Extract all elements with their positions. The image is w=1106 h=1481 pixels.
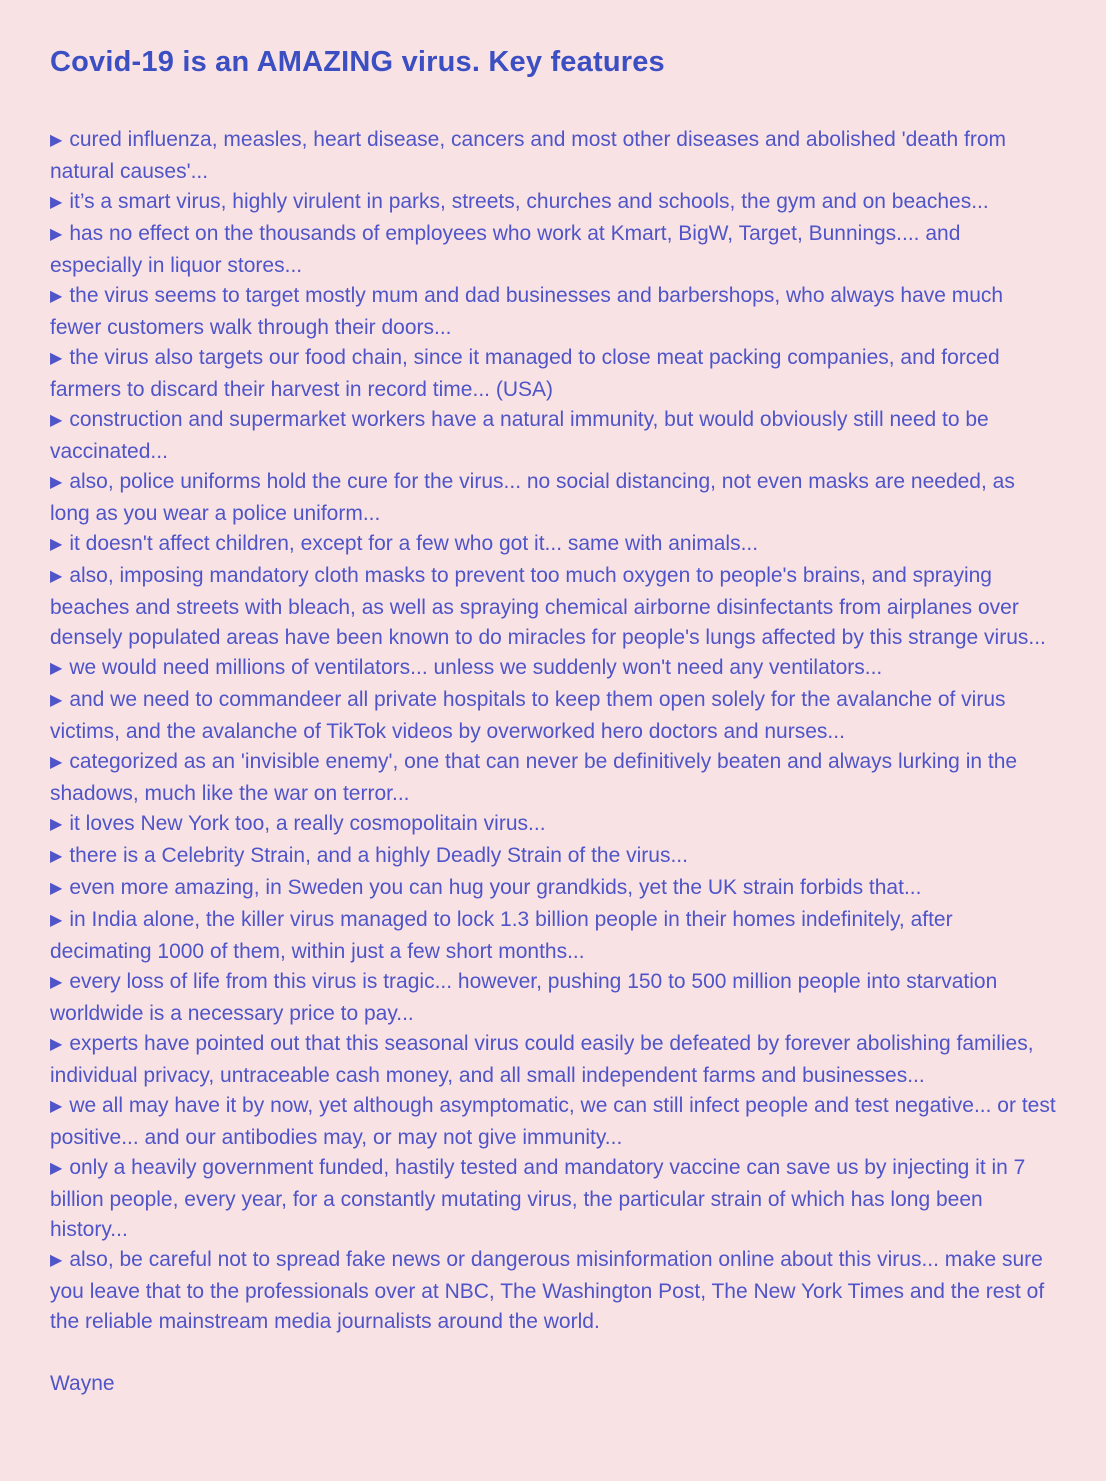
bullet-text: also, police uniforms hold the cure for the virus... no social distancing, not even masks are needed, as long as you wear a police uniform...: [50, 470, 1015, 525]
triangle-bullet-icon: ▶: [50, 1252, 63, 1269]
triangle-bullet-icon: ▶: [50, 848, 63, 865]
bullet-text: cured influenza, measles, heart disease, cancers and most other diseases and abolished 'death from natural causes'...: [50, 128, 1007, 183]
bullet-text: also, be careful not to spread fake news or dangerous misinformation online about this virus... make sure you leave that to the professionals over at NBC, The Washington Post, The New York Times and the rest of the reliable mainstream media journalists around the world.: [50, 1248, 1045, 1333]
bullet-item: [50, 467, 1056, 529]
bullet-item: [50, 841, 1056, 873]
bullet-item: [50, 653, 1056, 685]
bullet-item: [50, 343, 1056, 405]
triangle-bullet-icon: ▶: [50, 568, 63, 585]
bullet-text: also, imposing mandatory cloth masks to prevent too much oxygen to people's brains, and spraying beaches and streets with bleach, as well as spraying chemical airborne disinfectants from airplanes over densely populated areas have been known to do miracles for people's lungs affected by this strange virus...: [50, 564, 1046, 649]
bullet-item: [50, 405, 1056, 467]
triangle-bullet-icon: ▶: [50, 536, 63, 553]
bullet-text: construction and supermarket workers have a natural immunity, but would obviously still need to be vaccinated...: [50, 408, 989, 463]
bullet-item: [50, 1029, 1056, 1091]
bullet-text: the virus seems to target mostly mum and dad businesses and barbershops, who always have much fewer customers walk through their doors...: [50, 284, 1004, 339]
triangle-bullet-icon: ▶: [50, 288, 63, 305]
triangle-bullet-icon: ▶: [50, 660, 63, 677]
page-title: Covid-19 is an AMAZING virus. Key features: [50, 46, 665, 78]
triangle-bullet-icon: ▶: [50, 754, 63, 771]
bullet-item: [50, 561, 1056, 653]
triangle-bullet-icon: ▶: [50, 474, 63, 491]
triangle-bullet-icon: ▶: [50, 1098, 63, 1115]
bullet-item: [50, 1091, 1056, 1153]
triangle-bullet-icon: ▶: [50, 816, 63, 833]
bullet-item: [50, 967, 1056, 1029]
bullet-item: [50, 1153, 1056, 1245]
bullet-text: experts have pointed out that this seasonal virus could easily be defeated by forever abolishing families, individual privacy, untraceable cash money, and all small independent farms and businesses...: [50, 1032, 1034, 1087]
triangle-bullet-icon: ▶: [50, 132, 63, 149]
triangle-bullet-icon: ▶: [50, 880, 63, 897]
bullet-text: every loss of life from this virus is tragic... however, pushing 150 to 500 million people into starvation worldwide is a necessary price to pay...: [50, 970, 998, 1025]
bullet-text: it loves New York too, a really cosmopolitain virus...: [69, 812, 546, 835]
triangle-bullet-icon: ▶: [50, 974, 63, 991]
bullet-text: in India alone, the killer virus managed to lock 1.3 billion people in their homes indefinitely, after decimating 1000 of them, within just a few short months...: [50, 908, 953, 963]
bullet-item: [50, 1245, 1056, 1337]
bullet-item: [50, 125, 1056, 187]
bullet-text: it’s a smart virus, highly virulent in parks, streets, churches and schools, the gym and on beaches...: [69, 190, 989, 213]
bullet-item: [50, 187, 1056, 219]
signoff-name: Wayne: [50, 1372, 115, 1395]
triangle-bullet-icon: ▶: [50, 1036, 63, 1053]
bullet-text: the virus also targets our food chain, since it managed to close meat packing companies, and forced farmers to discard their harvest in record time... (USA): [50, 346, 1000, 401]
triangle-bullet-icon: ▶: [50, 692, 63, 709]
bullet-text: we all may have it by now, yet although asymptomatic, we can still infect people and test negative... or test positive... and our antibodies may, or may not give immunity...: [50, 1094, 1056, 1149]
bullet-item: [50, 219, 1056, 281]
bullet-list: [50, 125, 1056, 1337]
triangle-bullet-icon: ▶: [50, 350, 63, 367]
bullet-text: we would need millions of ventilators... unless we suddenly won't need any ventilators...: [69, 656, 883, 679]
bullet-item: [50, 873, 1056, 905]
bullet-text: it doesn't affect children, except for a few who got it... same with animals...: [69, 532, 759, 555]
bullet-item: [50, 685, 1056, 747]
triangle-bullet-icon: ▶: [50, 412, 63, 429]
bullet-text: has no effect on the thousands of employees who work at Kmart, BigW, Target, Bunnings.... and especially in liquor stores...: [50, 222, 961, 277]
bullet-item: [50, 905, 1056, 967]
bullet-text: categorized as an 'invisible enemy', one that can never be definitively beaten and always lurking in the shadows, much like the war on terror...: [50, 750, 1018, 805]
triangle-bullet-icon: ▶: [50, 226, 63, 243]
bullet-text: even more amazing, in Sweden you can hug your grandkids, yet the UK strain forbids that...: [69, 876, 922, 899]
bullet-item: [50, 529, 1056, 561]
bullet-item: [50, 809, 1056, 841]
bullet-item: [50, 281, 1056, 343]
triangle-bullet-icon: ▶: [50, 194, 63, 211]
bullet-text: and we need to commandeer all private hospitals to keep them open solely for the avalanche of virus victims, and the avalanche of TikTok videos by overworked hero doctors and nurses...: [50, 688, 1006, 743]
triangle-bullet-icon: ▶: [50, 912, 63, 929]
bullet-text: only a heavily government funded, hastily tested and mandatory vaccine can save us by injecting it in 7 billion people, every year, for a constantly mutating virus, the particular strain of which has long been history...: [50, 1156, 1026, 1241]
triangle-bullet-icon: ▶: [50, 1160, 63, 1177]
bullet-item: [50, 747, 1056, 809]
bullet-text: there is a Celebrity Strain, and a highly Deadly Strain of the virus...: [69, 844, 688, 867]
